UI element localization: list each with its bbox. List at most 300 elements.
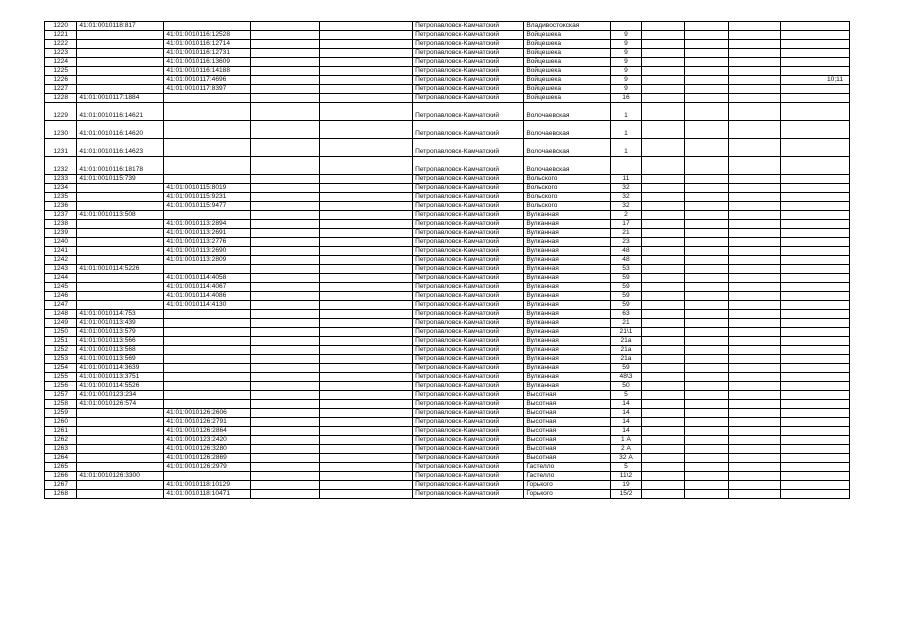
empty-cell bbox=[251, 391, 320, 400]
empty-cell bbox=[251, 220, 320, 229]
note-cell bbox=[781, 274, 850, 283]
empty-cell bbox=[728, 139, 781, 157]
empty-cell bbox=[728, 220, 781, 229]
empty-cell bbox=[251, 283, 320, 292]
city-cell: Петропавловск-Камчатский bbox=[413, 445, 524, 454]
row-number-cell: 1268 bbox=[45, 490, 77, 499]
street-cell: Вулканная bbox=[524, 238, 611, 247]
table-row bbox=[45, 463, 850, 472]
street-cell: Вулканная bbox=[524, 220, 611, 229]
city-cell: Петропавловск-Камчатский bbox=[413, 427, 524, 436]
house-number-cell: 21а bbox=[611, 337, 641, 346]
cadastral-number-cell: 41:01:0010116:14623 bbox=[77, 139, 164, 157]
empty-cell bbox=[251, 49, 320, 58]
empty-cell bbox=[641, 319, 684, 328]
house-number-cell: 59 bbox=[611, 364, 641, 373]
parent-cadastral-number-cell bbox=[164, 175, 251, 184]
street-cell: Вулканная bbox=[524, 337, 611, 346]
note-cell bbox=[781, 211, 850, 220]
street-cell: Вулканная bbox=[524, 382, 611, 391]
empty-cell bbox=[685, 319, 728, 328]
note-cell bbox=[781, 490, 850, 499]
table-row bbox=[45, 481, 850, 490]
empty-cell bbox=[641, 121, 684, 139]
empty-cell bbox=[728, 301, 781, 310]
street-cell: Вольского bbox=[524, 193, 611, 202]
house-number-cell: 21\1 bbox=[611, 328, 641, 337]
cadastral-number-cell bbox=[77, 436, 164, 445]
empty-cell bbox=[251, 436, 320, 445]
parent-cadastral-number-cell bbox=[164, 319, 251, 328]
note-cell bbox=[781, 103, 850, 121]
house-number-cell: 1 А bbox=[611, 436, 641, 445]
empty-cell bbox=[641, 76, 684, 85]
empty-cell bbox=[641, 418, 684, 427]
cadastral-number-cell: 41:01:0010115:739 bbox=[77, 175, 164, 184]
empty-cell bbox=[641, 490, 684, 499]
empty-cell bbox=[685, 40, 728, 49]
note-cell bbox=[781, 427, 850, 436]
row-number-cell: 1232 bbox=[45, 157, 77, 175]
empty-cell bbox=[685, 256, 728, 265]
empty-cell bbox=[685, 202, 728, 211]
table-row bbox=[45, 94, 850, 103]
empty-cell bbox=[320, 76, 413, 85]
row-number-cell: 1242 bbox=[45, 256, 77, 265]
row-number-cell: 1250 bbox=[45, 328, 77, 337]
parent-cadastral-number-cell bbox=[164, 265, 251, 274]
empty-cell bbox=[685, 22, 728, 31]
note-cell bbox=[781, 391, 850, 400]
row-number-cell: 1254 bbox=[45, 364, 77, 373]
table-row bbox=[45, 256, 850, 265]
empty-cell bbox=[685, 139, 728, 157]
empty-cell bbox=[728, 157, 781, 175]
empty-cell bbox=[320, 211, 413, 220]
house-number-cell: 14 bbox=[611, 427, 641, 436]
note-cell bbox=[781, 481, 850, 490]
city-cell: Петропавловск-Камчатский bbox=[413, 292, 524, 301]
city-cell: Петропавловск-Камчатский bbox=[413, 364, 524, 373]
empty-cell bbox=[728, 337, 781, 346]
city-cell: Петропавловск-Камчатский bbox=[413, 184, 524, 193]
empty-cell bbox=[685, 364, 728, 373]
street-cell: Волочаевская bbox=[524, 103, 611, 121]
empty-cell bbox=[251, 454, 320, 463]
parent-cadastral-number-cell: 41:01:0010113:2809 bbox=[164, 256, 251, 265]
note-cell bbox=[781, 346, 850, 355]
table-row bbox=[45, 85, 850, 94]
parent-cadastral-number-cell: 41:01:0010115:9477 bbox=[164, 202, 251, 211]
cadastral-number-cell: 41:01:0010113:3751 bbox=[77, 373, 164, 382]
house-number-cell: 53 bbox=[611, 265, 641, 274]
empty-cell bbox=[685, 454, 728, 463]
empty-cell bbox=[728, 400, 781, 409]
parent-cadastral-number-cell: 41:01:0010114:4130 bbox=[164, 301, 251, 310]
house-number-cell: 21 bbox=[611, 229, 641, 238]
empty-cell bbox=[641, 193, 684, 202]
street-cell: Вулканная bbox=[524, 256, 611, 265]
city-cell: Петропавловск-Камчатский bbox=[413, 436, 524, 445]
empty-cell bbox=[320, 40, 413, 49]
note-cell bbox=[781, 193, 850, 202]
city-cell: Петропавловск-Камчатский bbox=[413, 301, 524, 310]
house-number-cell: 9 bbox=[611, 76, 641, 85]
street-cell: Высотная bbox=[524, 445, 611, 454]
row-number-cell: 1257 bbox=[45, 391, 77, 400]
empty-cell bbox=[685, 328, 728, 337]
empty-cell bbox=[641, 454, 684, 463]
empty-cell bbox=[685, 472, 728, 481]
empty-cell bbox=[251, 292, 320, 301]
table-row bbox=[45, 337, 850, 346]
parent-cadastral-number-cell bbox=[164, 157, 251, 175]
empty-cell bbox=[251, 364, 320, 373]
empty-cell bbox=[641, 409, 684, 418]
note-cell bbox=[781, 247, 850, 256]
house-number-cell: 14 bbox=[611, 400, 641, 409]
empty-cell bbox=[728, 490, 781, 499]
note-cell bbox=[781, 220, 850, 229]
cadastral-number-cell: 41:01:0010113:508 bbox=[77, 211, 164, 220]
cadastral-number-cell: 41:01:0010126:3300 bbox=[77, 472, 164, 481]
empty-cell bbox=[728, 49, 781, 58]
house-number-cell: 17 bbox=[611, 220, 641, 229]
empty-cell bbox=[320, 319, 413, 328]
empty-cell bbox=[251, 229, 320, 238]
city-cell: Петропавловск-Камчатский bbox=[413, 418, 524, 427]
city-cell: Петропавловск-Камчатский bbox=[413, 139, 524, 157]
city-cell: Петропавловск-Камчатский bbox=[413, 490, 524, 499]
street-cell: Вулканная bbox=[524, 364, 611, 373]
cadastral-number-cell bbox=[77, 274, 164, 283]
row-number-cell: 1247 bbox=[45, 301, 77, 310]
note-cell bbox=[781, 328, 850, 337]
parent-cadastral-number-cell: 41:01:0010116:12731 bbox=[164, 49, 251, 58]
empty-cell bbox=[641, 274, 684, 283]
street-cell: Высотная bbox=[524, 427, 611, 436]
empty-cell bbox=[728, 355, 781, 364]
empty-cell bbox=[685, 157, 728, 175]
empty-cell bbox=[320, 481, 413, 490]
empty-cell bbox=[251, 355, 320, 364]
street-cell: Владивостокская bbox=[524, 22, 611, 31]
row-number-cell: 1222 bbox=[45, 40, 77, 49]
parent-cadastral-number-cell: 41:01:0010114:4067 bbox=[164, 283, 251, 292]
empty-cell bbox=[320, 382, 413, 391]
house-number-cell: 19 bbox=[611, 481, 641, 490]
table-row bbox=[45, 40, 850, 49]
row-number-cell: 1245 bbox=[45, 283, 77, 292]
street-cell: Вольского bbox=[524, 202, 611, 211]
street-cell: Волочаевская bbox=[524, 121, 611, 139]
empty-cell bbox=[320, 454, 413, 463]
house-number-cell: 2 А bbox=[611, 445, 641, 454]
empty-cell bbox=[251, 472, 320, 481]
empty-cell bbox=[641, 256, 684, 265]
city-cell: Петропавловск-Камчатский bbox=[413, 355, 524, 364]
street-cell: Высотная bbox=[524, 400, 611, 409]
row-number-cell: 1227 bbox=[45, 85, 77, 94]
house-number-cell: 21а bbox=[611, 355, 641, 364]
street-cell: Вулканная bbox=[524, 355, 611, 364]
empty-cell bbox=[685, 94, 728, 103]
cadastral-number-cell: 41:01:0010113:579 bbox=[77, 328, 164, 337]
street-cell: Вулканная bbox=[524, 292, 611, 301]
note-cell bbox=[781, 310, 850, 319]
empty-cell bbox=[251, 31, 320, 40]
street-cell: Вулканная bbox=[524, 247, 611, 256]
empty-cell bbox=[320, 31, 413, 40]
row-number-cell: 1267 bbox=[45, 481, 77, 490]
empty-cell bbox=[320, 175, 413, 184]
house-number-cell: 59 bbox=[611, 274, 641, 283]
row-number-cell: 1260 bbox=[45, 418, 77, 427]
empty-cell bbox=[685, 265, 728, 274]
table-row bbox=[45, 490, 850, 499]
table-row bbox=[45, 247, 850, 256]
empty-cell bbox=[728, 103, 781, 121]
row-number-cell: 1249 bbox=[45, 319, 77, 328]
empty-cell bbox=[685, 76, 728, 85]
parent-cadastral-number-cell: 41:01:0010116:14188 bbox=[164, 67, 251, 76]
note-cell bbox=[781, 67, 850, 76]
empty-cell bbox=[251, 139, 320, 157]
table-row bbox=[45, 436, 850, 445]
empty-cell bbox=[641, 175, 684, 184]
street-cell: Гастелло bbox=[524, 463, 611, 472]
empty-cell bbox=[251, 211, 320, 220]
street-cell: Высотная bbox=[524, 436, 611, 445]
cadastral-number-cell: 41:01:0010114:753 bbox=[77, 310, 164, 319]
row-number-cell: 1229 bbox=[45, 103, 77, 121]
empty-cell bbox=[251, 175, 320, 184]
city-cell: Петропавловск-Камчатский bbox=[413, 238, 524, 247]
table-row bbox=[45, 310, 850, 319]
city-cell: Петропавловск-Камчатский bbox=[413, 67, 524, 76]
empty-cell bbox=[320, 436, 413, 445]
empty-cell bbox=[685, 400, 728, 409]
note-cell bbox=[781, 400, 850, 409]
parent-cadastral-number-cell bbox=[164, 400, 251, 409]
house-number-cell: 14 bbox=[611, 409, 641, 418]
row-number-cell: 1238 bbox=[45, 220, 77, 229]
empty-cell bbox=[685, 31, 728, 40]
empty-cell bbox=[320, 400, 413, 409]
empty-cell bbox=[728, 193, 781, 202]
street-cell: Вулканная bbox=[524, 346, 611, 355]
empty-cell bbox=[251, 85, 320, 94]
parent-cadastral-number-cell: 41:01:0010126:2606 bbox=[164, 409, 251, 418]
table-row bbox=[45, 211, 850, 220]
empty-cell bbox=[251, 103, 320, 121]
empty-cell bbox=[251, 301, 320, 310]
empty-cell bbox=[320, 445, 413, 454]
street-cell: Войцешека bbox=[524, 85, 611, 94]
city-cell: Петропавловск-Камчатский bbox=[413, 157, 524, 175]
empty-cell bbox=[728, 175, 781, 184]
city-cell: Петропавловск-Камчатский bbox=[413, 463, 524, 472]
empty-cell bbox=[320, 490, 413, 499]
empty-cell bbox=[320, 463, 413, 472]
empty-cell bbox=[728, 22, 781, 31]
parent-cadastral-number-cell bbox=[164, 373, 251, 382]
empty-cell bbox=[251, 265, 320, 274]
house-number-cell: 48 bbox=[611, 256, 641, 265]
cadastral-number-cell: 41:01:0010126:574 bbox=[77, 400, 164, 409]
house-number-cell: 63 bbox=[611, 310, 641, 319]
empty-cell bbox=[251, 481, 320, 490]
empty-cell bbox=[685, 463, 728, 472]
address-table bbox=[44, 21, 850, 499]
cadastral-number-cell bbox=[77, 229, 164, 238]
note-cell bbox=[781, 49, 850, 58]
empty-cell bbox=[685, 382, 728, 391]
cadastral-number-cell bbox=[77, 481, 164, 490]
row-number-cell: 1241 bbox=[45, 247, 77, 256]
row-number-cell: 1239 bbox=[45, 229, 77, 238]
row-number-cell: 1244 bbox=[45, 274, 77, 283]
note-cell bbox=[781, 184, 850, 193]
street-cell: Войцешека bbox=[524, 31, 611, 40]
cadastral-number-cell bbox=[77, 283, 164, 292]
row-number-cell: 1234 bbox=[45, 184, 77, 193]
parent-cadastral-number-cell: 41:01:0010114:4058 bbox=[164, 274, 251, 283]
empty-cell bbox=[320, 58, 413, 67]
parent-cadastral-number-cell bbox=[164, 22, 251, 31]
empty-cell bbox=[641, 202, 684, 211]
empty-cell bbox=[685, 58, 728, 67]
note-cell bbox=[781, 157, 850, 175]
street-cell: Вулканная bbox=[524, 283, 611, 292]
parent-cadastral-number-cell bbox=[164, 355, 251, 364]
empty-cell bbox=[685, 301, 728, 310]
empty-cell bbox=[641, 85, 684, 94]
empty-cell bbox=[728, 76, 781, 85]
note-cell bbox=[781, 175, 850, 184]
empty-cell bbox=[251, 463, 320, 472]
empty-cell bbox=[641, 229, 684, 238]
empty-cell bbox=[685, 283, 728, 292]
note-cell bbox=[781, 292, 850, 301]
city-cell: Петропавловск-Камчатский bbox=[413, 373, 524, 382]
empty-cell bbox=[641, 265, 684, 274]
house-number-cell: 48\3 bbox=[611, 373, 641, 382]
empty-cell bbox=[641, 427, 684, 436]
empty-cell bbox=[728, 94, 781, 103]
house-number-cell: 11 bbox=[611, 175, 641, 184]
empty-cell bbox=[728, 391, 781, 400]
city-cell: Петропавловск-Камчатский bbox=[413, 265, 524, 274]
parent-cadastral-number-cell: 41:01:0010117:4696 bbox=[164, 76, 251, 85]
empty-cell bbox=[685, 85, 728, 94]
empty-cell bbox=[728, 85, 781, 94]
street-cell: Высотная bbox=[524, 409, 611, 418]
table-row bbox=[45, 121, 850, 139]
empty-cell bbox=[728, 319, 781, 328]
table-row bbox=[45, 283, 850, 292]
city-cell: Петропавловск-Камчатский bbox=[413, 337, 524, 346]
cadastral-number-cell bbox=[77, 427, 164, 436]
empty-cell bbox=[728, 40, 781, 49]
cadastral-number-cell bbox=[77, 202, 164, 211]
house-number-cell: 9 bbox=[611, 67, 641, 76]
house-number-cell: 21 bbox=[611, 319, 641, 328]
street-cell: Высотная bbox=[524, 454, 611, 463]
table-row bbox=[45, 292, 850, 301]
street-cell: Вулканная bbox=[524, 211, 611, 220]
row-number-cell: 1225 bbox=[45, 67, 77, 76]
street-cell: Горького bbox=[524, 481, 611, 490]
row-number-cell: 1220 bbox=[45, 22, 77, 31]
empty-cell bbox=[728, 310, 781, 319]
empty-cell bbox=[728, 328, 781, 337]
empty-cell bbox=[728, 364, 781, 373]
parent-cadastral-number-cell bbox=[164, 121, 251, 139]
house-number-cell: 1 bbox=[611, 139, 641, 157]
empty-cell bbox=[685, 193, 728, 202]
empty-cell bbox=[728, 481, 781, 490]
house-number-cell: 32 bbox=[611, 193, 641, 202]
empty-cell bbox=[728, 58, 781, 67]
parent-cadastral-number-cell: 41:01:0010118:10471 bbox=[164, 490, 251, 499]
empty-cell bbox=[251, 121, 320, 139]
cadastral-number-cell: 41:01:0010114:5226 bbox=[77, 265, 164, 274]
empty-cell bbox=[251, 94, 320, 103]
city-cell: Петропавловск-Камчатский bbox=[413, 175, 524, 184]
cadastral-number-cell: 41:01:0010113:569 bbox=[77, 355, 164, 364]
empty-cell bbox=[685, 418, 728, 427]
empty-cell bbox=[251, 202, 320, 211]
table-row bbox=[45, 76, 850, 85]
house-number-cell: 9 bbox=[611, 85, 641, 94]
street-cell: Вулканная bbox=[524, 229, 611, 238]
parent-cadastral-number-cell: 41:01:0010113:2776 bbox=[164, 238, 251, 247]
empty-cell bbox=[685, 238, 728, 247]
parent-cadastral-number-cell: 41:01:0010113:2691 bbox=[164, 229, 251, 238]
city-cell: Петропавловск-Камчатский bbox=[413, 22, 524, 31]
cadastral-number-cell bbox=[77, 490, 164, 499]
table-row bbox=[45, 445, 850, 454]
empty-cell bbox=[641, 94, 684, 103]
parent-cadastral-number-cell: 41:01:0010116:12714 bbox=[164, 40, 251, 49]
empty-cell bbox=[251, 67, 320, 76]
note-cell bbox=[781, 202, 850, 211]
house-number-cell bbox=[611, 22, 641, 31]
row-number-cell: 1235 bbox=[45, 193, 77, 202]
empty-cell bbox=[728, 472, 781, 481]
empty-cell bbox=[728, 211, 781, 220]
empty-cell bbox=[641, 283, 684, 292]
empty-cell bbox=[320, 202, 413, 211]
parent-cadastral-number-cell: 41:01:0010114:4086 bbox=[164, 292, 251, 301]
city-cell: Петропавловск-Камчатский bbox=[413, 58, 524, 67]
city-cell: Петропавловск-Камчатский bbox=[413, 211, 524, 220]
table-row bbox=[45, 328, 850, 337]
empty-cell bbox=[251, 418, 320, 427]
city-cell: Петропавловск-Камчатский bbox=[413, 283, 524, 292]
empty-cell bbox=[685, 373, 728, 382]
city-cell: Петропавловск-Камчатский bbox=[413, 319, 524, 328]
empty-cell bbox=[641, 139, 684, 157]
city-cell: Петропавловск-Камчатский bbox=[413, 310, 524, 319]
note-cell bbox=[781, 94, 850, 103]
empty-cell bbox=[728, 445, 781, 454]
parent-cadastral-number-cell: 41:01:0010117:8397 bbox=[164, 85, 251, 94]
note-cell bbox=[781, 418, 850, 427]
city-cell: Петропавловск-Камчатский bbox=[413, 76, 524, 85]
empty-cell bbox=[320, 157, 413, 175]
